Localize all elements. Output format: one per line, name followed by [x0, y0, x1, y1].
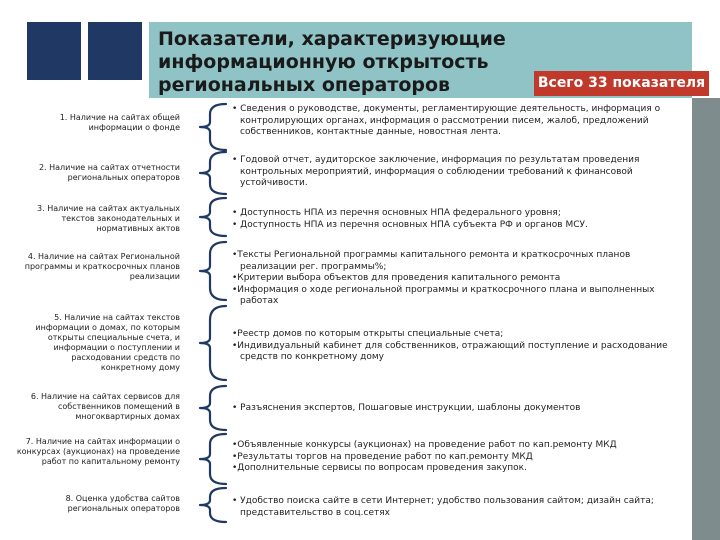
details-1-line: • Сведения о руководстве, документы, регламентирующие деятельность, информация о контролирующих органах, информация о рассмотрении писем, жалоб, предложений собственников, контактные данные, новостная лента.	[232, 104, 661, 137]
details-1	[232, 104, 687, 139]
brace-2	[200, 152, 226, 194]
details-4	[232, 250, 687, 308]
details-5-line-1: •Реестр домов по которым открыты специальные счета;	[232, 329, 504, 339]
details-4-line-3: •Информация о ходе региональной программы и краткосрочного плана и выполненных работах	[232, 284, 655, 306]
details-6-line: • Разъяснения экспертов, Пошаговые инструкции, шаблоны документов	[232, 403, 581, 413]
details-2	[232, 155, 687, 190]
criterion-2: 2. Наличие на сайтах отчетности региональных операторов	[38, 163, 180, 182]
criterion-8: 8. Оценка удобства сайтов региональных операторов	[65, 494, 180, 513]
details-3	[232, 208, 687, 231]
details-7-line-3: •Дополнительные сервисы по вопросам проведения закупок.	[232, 463, 527, 473]
criterion-3: 3. Наличие на сайтах актуальных текстов законодательных и нормативных актов	[37, 204, 180, 233]
details-5-line-2: •Индивидуальный кабинет для собственников, отражающий поступление и расходование средств по конкретному дому	[232, 340, 668, 362]
details-5	[232, 329, 687, 364]
details-6	[232, 403, 687, 415]
brace-3	[200, 198, 226, 236]
details-4-line-1: •Тексты Региональной программы капитального ремонта и краткосрочных планов реализации рег. программы%;	[232, 250, 631, 272]
details-7	[232, 440, 687, 475]
details-4-line-2: •Критерии выбора объектов для проведения капитального ремонта	[232, 273, 561, 283]
criterion-5: 5. Наличие на сайтах текстов информации о домах, по которым открыты специальные счета, и информации о поступлении и расходовании средств по конкретному дому	[35, 313, 180, 372]
brace-5	[200, 306, 226, 380]
brace-8	[200, 488, 226, 522]
criterion-1: 1. Наличие на сайтах общей информации о фонде	[59, 113, 180, 132]
brace-4	[200, 242, 226, 300]
criterion-6: 6. Наличие на сайтах сервисов для собственников помещений в многоквартирных домах	[30, 392, 180, 421]
criterion-4: 4. Наличие на сайтах Региональной программы и краткосрочных планов реализации	[24, 252, 180, 281]
details-3-line-2: • Доступность НПА из перечня основных НПА субъекта РФ и органов МСУ.	[232, 219, 588, 230]
details-8-line: • Удобство поиска сайте в сети Интернет; удобство пользования сайтом; дизайн сайта; представительство в соц.сетях	[232, 496, 654, 518]
details-8	[232, 496, 687, 519]
details-7-line-1: •Объявленные конкурсы (аукционах) на проведение работ по кап.ремонту МКД	[232, 440, 617, 450]
details-2-line: • Годовой отчет, аудиторское заключение, информация по результатам проведения контрольных мероприятий, информация о соблюдении требований к финансовой устойчивости.	[232, 155, 640, 188]
brace-1	[200, 104, 226, 150]
details-7-line-2: •Результаты торгов на проведение работ по кап.ремонту МКД	[232, 451, 533, 462]
page-title: Показатели, характеризующие информационную открытость региональных операторов	[158, 28, 506, 96]
brace-6	[200, 386, 226, 430]
criterion-7: 7. Наличие на сайтах информации о конкурсах (аукционах) на проведение работ по капитальному ремонту	[16, 437, 180, 466]
brace-7	[200, 434, 226, 484]
details-3-line-1: • Доступность НПА из перечня основных НПА федерального уровня;	[232, 208, 561, 218]
total-badge: Всего 33 показателя	[534, 71, 709, 96]
